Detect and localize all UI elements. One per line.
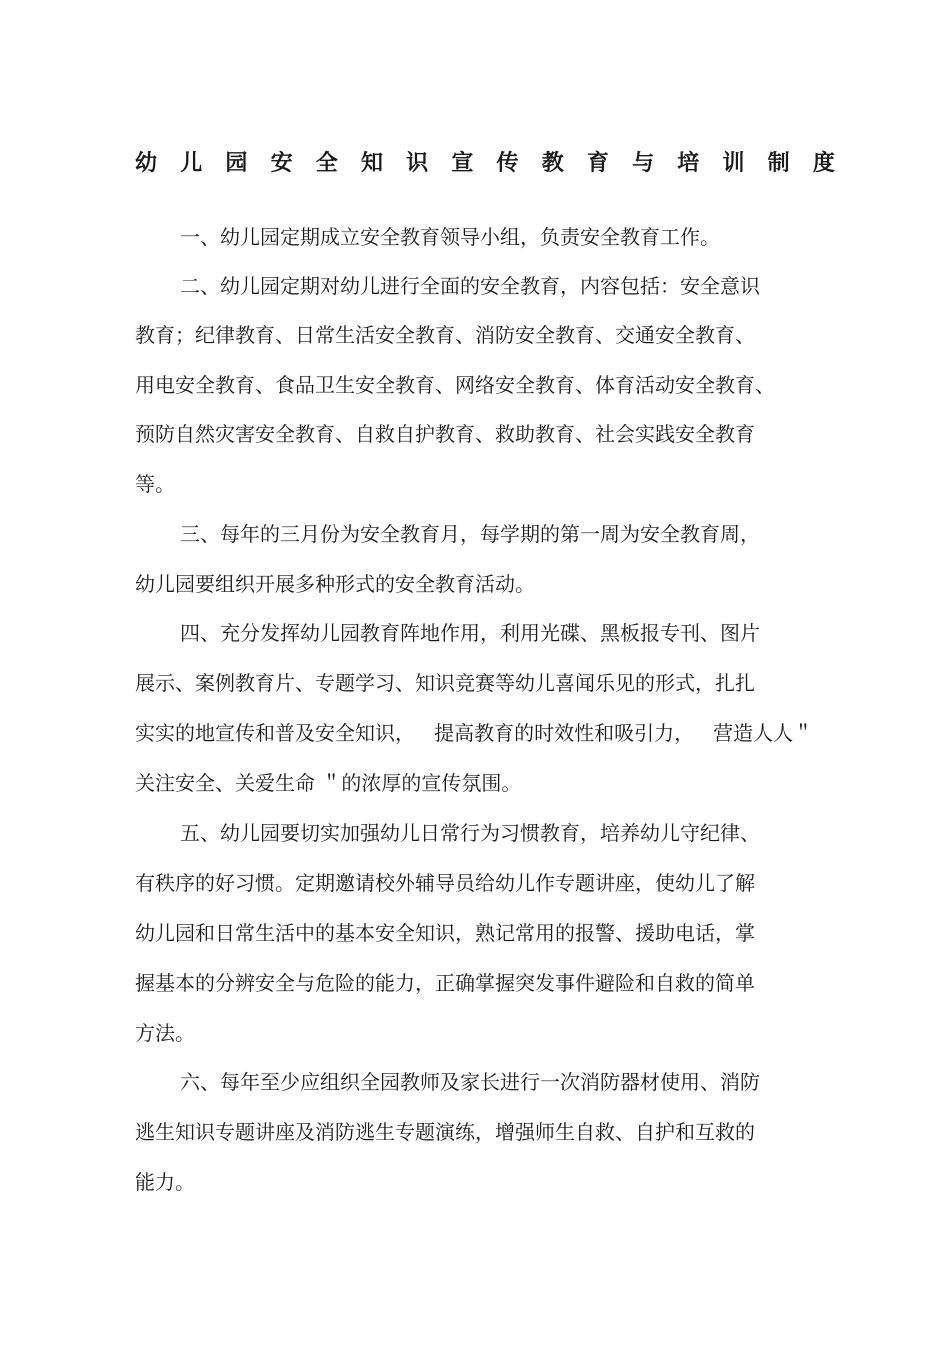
paragraph-2-line-4: 预防自然灾害安全教育、自救自护教育、救助教育、社会实践安全教育 [135, 422, 755, 446]
document-title [135, 146, 835, 180]
paragraph-4-line-1: 四、充分发挥幼儿园教育阵地作用，利用光碟、黑板报专刊、图片 [180, 621, 760, 645]
paragraph-3-line-1: 三、每年的三月份为安全教育月，每学期的第一周为安全教育周， [180, 522, 760, 546]
paragraph-6-line-3: 能力。 [135, 1170, 195, 1194]
paragraph-4-line-3: 实实的地宣传和普及安全知识， 提高教育的时效性和吸引力， 营造人人＂ [135, 721, 814, 745]
title-char: 培 [677, 150, 700, 176]
paragraph-4-line-2: 展示、案例教育片、专题学习、知识竞赛等幼儿喜闻乐见的形式，扎扎 [135, 671, 755, 695]
title-char: 训 [722, 150, 745, 176]
title-char: 全 [315, 150, 338, 176]
paragraph-4-line-4: 关注安全、关爱生命 ＂的浓厚的宣传氛围。 [135, 771, 522, 795]
title-char: 知 [360, 150, 383, 176]
paragraph-1-line-1: 一、幼儿园定期成立安全教育领导小组，负责安全教育工作。 [180, 225, 720, 249]
paragraph-2-line-1: 二、幼儿园定期对幼儿进行全面的安全教育，内容包括：安全意识 [180, 274, 760, 298]
paragraph-3-line-2: 幼儿园要组织开展多种形式的安全教育活动。 [135, 572, 535, 596]
paragraph-6-line-1: 六、每年至少应组织全园教师及家长进行一次消防器材使用、消防 [180, 1070, 760, 1094]
paragraph-6-line-2: 逃生知识专题讲座及消防逃生专题演练，增强师生自救、自护和互救的 [135, 1120, 755, 1144]
title-char: 制 [767, 150, 790, 176]
paragraph-2-line-2: 教育；纪律教育、日常生活安全教育、消防安全教育、交通安全教育、 [135, 323, 755, 347]
title-char: 识 [406, 150, 429, 176]
title-char: 与 [632, 150, 655, 176]
title-char: 园 [225, 150, 248, 176]
paragraph-5-line-4: 握基本的分辨安全与危险的能力，正确掌握突发事件避险和自救的简单 [135, 971, 755, 995]
title-char: 安 [270, 150, 293, 176]
paragraph-2-line-3: 用电安全教育、食品卫生安全教育、网络安全教育、体育活动安全教育、 [135, 373, 775, 397]
title-char: 宣 [451, 150, 474, 176]
paragraph-5-line-2: 有秩序的好习惯。定期邀请校外辅导员给幼儿作专题讲座，使幼儿了解 [135, 871, 755, 895]
paragraph-5-line-3: 幼儿园和日常生活中的基本安全知识，熟记常用的报警、援助电话，掌 [135, 921, 755, 945]
title-char: 幼 [135, 150, 158, 176]
paragraph-5-line-1: 五、幼儿园要切实加强幼儿日常行为习惯教育，培养幼儿守纪律、 [180, 821, 760, 845]
paragraph-5-line-5: 方法。 [135, 1021, 195, 1045]
title-char: 度 [812, 150, 835, 176]
title-char: 儿 [180, 150, 203, 176]
title-char: 育 [586, 150, 609, 176]
title-char: 传 [496, 150, 519, 176]
title-char: 教 [541, 150, 564, 176]
paragraph-2-line-5: 等。 [135, 472, 175, 496]
